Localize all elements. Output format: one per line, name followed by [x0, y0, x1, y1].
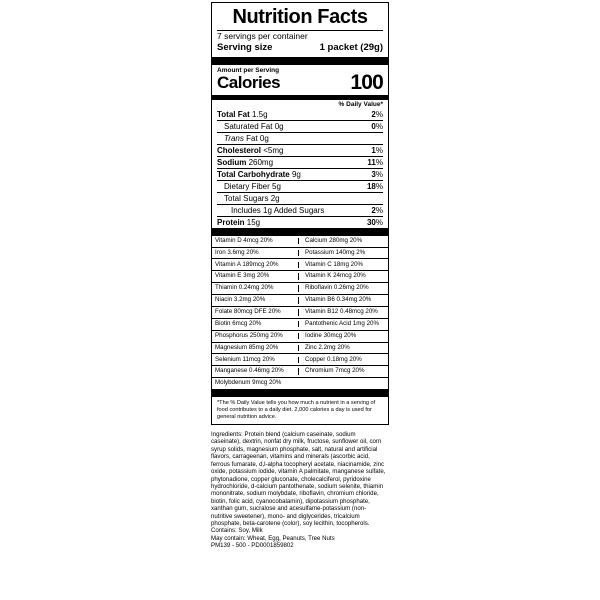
serving-size-label: Serving size	[217, 41, 273, 53]
vitamin-cell-left: Niacin 3.2mg 20%	[215, 296, 266, 304]
nutrient-daily-value: 0%	[371, 121, 383, 131]
vitamin-cell-left: Manganese 0.46mg 20%	[215, 367, 284, 375]
ingredients-block	[211, 431, 389, 550]
vitamin-cell-right: Vitamin B6 0.34mg 20%	[298, 297, 388, 304]
vitamin-grid	[212, 236, 388, 389]
vitamin-cell-left: Selenium 11mcg 20%	[215, 355, 275, 363]
vitamin-row	[212, 258, 388, 270]
product-code: PM139 - 500 - PD0001859802	[211, 542, 294, 550]
nutrient-daily-value: 30%	[366, 217, 383, 227]
vitamin-cell-left: Vitamin E 3mg 20%	[215, 272, 270, 280]
vitamin-row	[212, 270, 388, 282]
vitamin-cell-right: Chromium 7mcg 20%	[298, 368, 388, 375]
vitamin-cell-left: Vitamin A 189mcg 20%	[215, 260, 279, 268]
ingredients-text: Ingredients: Protein blend (calcium caseinate, sodium caseinate), dextrin, nonfat dry milk, fructose, sunflower oil, corn syrup solids, magnesium phosphate, salt, natural and artificial flavors, carrageenan, vitamins and minerals (ascorbic acid, ferrous fumarate, d,l-alpha tocopheryl acetate, niacinamide, zinc oxide, potassium iodide, vitamin A palmitate, manganese sulfate, phytonadione, copper gluconate, cholecalciferol, pyridoxine hydrochloride, d-calcium pantothenate, sodium selenite, thiamin mononitrate, sodium molybdate, riboflavin, chromium chloride, biotin, folic acid, cyanocobalamin), dipotassium phosphate, xanthan gum, sucralose and acesulfame-potassium (non-nutritive sweetener), mono- and diglycerides, tricalcium phosphate, beta-carotene (color), soy lecithin, tocopherols.	[211, 431, 386, 528]
nutrient-name: Dietary Fiber 5g	[224, 181, 281, 191]
vitamin-row	[212, 353, 388, 365]
daily-value-header: % Daily Value*	[338, 100, 383, 108]
vitamin-cell-right: Riboflavin 0.26mg 20%	[298, 285, 388, 292]
vitamin-cell-right: Calcium 280mg 20%	[298, 238, 388, 245]
nutrient-row	[217, 180, 383, 192]
nutrient-daily-value: 1%	[371, 145, 383, 155]
vitamin-cell-left: Biotin 6mcg 20%	[215, 319, 262, 327]
nutrient-table	[217, 109, 383, 228]
vitamin-row	[212, 318, 388, 330]
nutrient-daily-value: 11%	[367, 157, 383, 167]
nutrient-row	[217, 120, 383, 132]
contains-text: Contains: Soy, Milk	[211, 527, 263, 535]
vitamin-cell-right: Pantothenic Acid 1mg 20%	[298, 321, 388, 328]
nutrient-row	[217, 109, 383, 121]
nutrient-name: Saturated Fat 0g	[224, 121, 284, 131]
nutrient-name: Includes 1g Added Sugars	[231, 205, 325, 215]
calories-label: Calories	[217, 72, 281, 92]
vitamin-cell-right: Copper 0.18mg 20%	[298, 357, 388, 364]
vitamin-row	[212, 342, 388, 354]
nutrient-daily-value: 2%	[371, 205, 383, 215]
nutrient-name: Total Fat 1.5g	[217, 109, 268, 119]
vitamin-cell-right: Potassium 140mg 2%	[298, 250, 388, 257]
vitamin-cell-left: Folate 80mcg DFE 20%	[215, 308, 281, 316]
divider-thick-3	[212, 389, 388, 397]
nutrition-facts-panel	[211, 2, 389, 425]
nutrient-name: Sodium 260mg	[217, 157, 274, 167]
nutrient-daily-value: 2%	[371, 109, 383, 119]
servings-per-container: 7 servings per container	[217, 31, 308, 41]
vitamin-row	[212, 306, 388, 318]
nutrient-daily-value: 18%	[366, 181, 383, 191]
vitamin-cell-left: Vitamin D 4mcg 20%	[215, 236, 273, 244]
nutrient-daily-value	[361, 132, 383, 144]
vitamin-row	[212, 236, 388, 247]
vitamin-cell-left: Thiamin 0.24mg 20%	[215, 284, 274, 292]
vitamin-cell-left: Magnesium 85mg 20%	[215, 343, 279, 351]
vitamin-row	[212, 365, 388, 377]
nutrient-name: Trans Fat 0g	[224, 133, 269, 143]
nutrient-row	[217, 144, 383, 156]
nutrient-row	[217, 192, 383, 204]
nutrient-row	[217, 132, 383, 144]
nutrient-name: Total Sugars 2g	[224, 193, 280, 203]
vitamin-cell-left: Phosphorus 250mg 20%	[215, 331, 283, 339]
serving-size-row	[217, 42, 383, 53]
vitamin-cell-right: Iodine 30mcg 20%	[298, 333, 388, 340]
vitamin-row	[212, 377, 388, 389]
nutrient-name: Cholesterol <5mg	[217, 145, 284, 155]
nutrient-name: Protein 15g	[217, 217, 261, 227]
vitamin-row	[212, 282, 388, 294]
serving-size-value: 1 packet (29g)	[319, 41, 383, 53]
vitamin-row	[212, 330, 388, 342]
amount-per-serving-label: Amount per Serving	[217, 66, 280, 74]
vitamin-row	[212, 247, 388, 259]
divider-thick-2	[212, 228, 388, 236]
vitamin-cell-right: Vitamin B12 0.48mcg 20%	[298, 309, 388, 316]
divider-thick	[212, 57, 388, 65]
vitamin-cell-left: Molybdenum 9mcg 20%	[215, 379, 282, 387]
vitamin-cell-right: Zinc 2.2mg 20%	[298, 345, 388, 352]
nutrient-row	[217, 168, 383, 180]
page-title: Nutrition Facts	[232, 6, 368, 28]
nutrient-row	[217, 204, 383, 216]
nutrient-row	[217, 216, 383, 228]
nutrient-name: Total Carbohydrate 9g	[217, 169, 301, 179]
calories-value: 100	[350, 70, 383, 94]
may-contain-text: May contain: Wheat, Egg, Peanuts, Tree Nuts	[211, 534, 335, 542]
nutrient-row	[217, 156, 383, 168]
vitamin-cell-right: Vitamin K 24mcg 20%	[298, 273, 388, 280]
daily-value-footnote: *The % Daily Value tells you how much a nutrient in a serving of food contributes to a daily diet. 2,000 calories a day is used for general nutrition advice.	[217, 400, 376, 420]
vitamin-cell-left: Iron 3.6mg 20%	[215, 248, 259, 256]
vitamin-row	[212, 294, 388, 306]
nutrient-daily-value: 3%	[371, 169, 383, 179]
nutrient-daily-value	[361, 192, 383, 204]
vitamin-cell-right: Vitamin C 18mg 20%	[298, 262, 388, 269]
